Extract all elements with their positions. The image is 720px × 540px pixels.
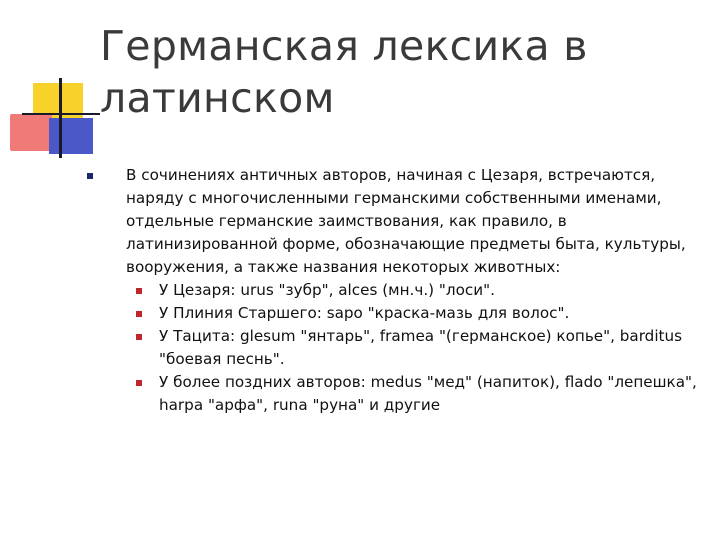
sub-bullet-list: [126, 279, 704, 417]
ornament-horizontal-line: [22, 113, 100, 115]
square-bullet-icon: [136, 288, 142, 294]
sub-bullet-text: У Тацита: glesum "янтарь", framea "(германское) копье", barditus "боевая песнь".: [159, 327, 683, 368]
sub-bullet-item: [126, 371, 704, 417]
slide-body: [84, 164, 704, 417]
sub-bullet-item: [126, 302, 704, 325]
sub-bullet-text: У Плиния Старшего: sapo "краска-мазь для волос".: [159, 304, 570, 322]
ornament-vertical-line: [59, 78, 62, 158]
square-bullet-icon: [87, 173, 93, 179]
square-bullet-icon: [136, 334, 142, 340]
slide-ornament: [0, 0, 100, 170]
square-bullet-icon: [136, 311, 142, 317]
ornament-blue-square: [49, 118, 93, 154]
sub-bullet-item: [126, 279, 704, 302]
sub-bullet-item: [126, 325, 704, 371]
ornament-red-square: [10, 114, 52, 151]
square-bullet-icon: [136, 380, 142, 386]
bullet-item: [84, 164, 704, 417]
slide-title: Германская лексика в латинском: [100, 22, 588, 122]
sub-bullet-text: У Цезаря: urus "зубр", alces (мн.ч.) "лоси".: [159, 281, 495, 299]
sub-bullet-text: У более поздних авторов: medus "мед" (напиток), flado "лепешка", harpa "арфа", runa "руна" и другие: [159, 373, 697, 414]
bullet-text: В сочинениях античных авторов, начиная с Цезаря, встречаются, наряду с многочисленными германскими собственными именами, отдельные германские заимствования, как правило, в латинизированной форме, обозначающие предметы быта, культуры, вооружения, а также названия некоторых животных:: [126, 166, 686, 276]
